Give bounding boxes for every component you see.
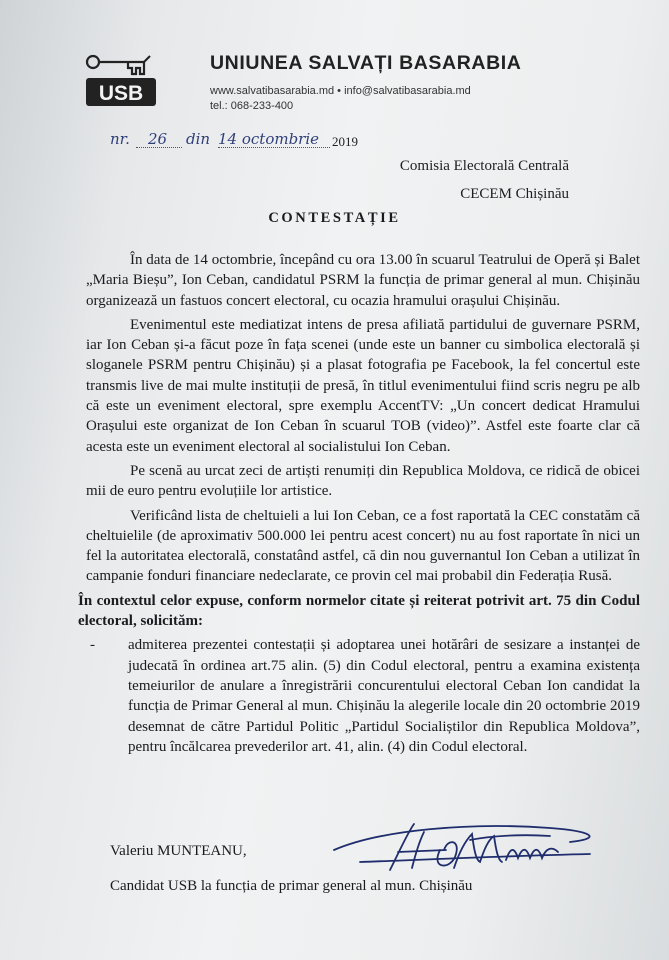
handwritten-signature bbox=[320, 810, 610, 882]
reference-date: 14 octombrie bbox=[218, 130, 320, 148]
request-bullet: - bbox=[90, 637, 95, 654]
contact-phone: tel.: 068-233-400 bbox=[210, 100, 294, 112]
contact-web-email: www.salvatibasarabia.md • info@salvatibasarabia.md bbox=[210, 85, 471, 97]
signatory-role: Candidat USB la funcția de primar general al mun. Chișinău bbox=[110, 878, 473, 894]
key-icon bbox=[87, 56, 150, 74]
dotted-line bbox=[218, 147, 330, 148]
addressee-line-1: Comisia Electorală Centrală bbox=[399, 158, 569, 174]
logo-text: USB bbox=[98, 82, 144, 105]
organization-name: UNIUNEA SALVAȚI BASARABIA bbox=[210, 52, 522, 74]
paragraph: Evenimentul este mediatizat intens de presa afiliată partidului de guvernare PSRM, iar Ion Ceban și-a făcut poze în fața scenei (unde este un banner cu simbolica electorală și sloganele PSRM pentru Chișinău) și a plasat fotografia pe Facebook, la fel concertul este transmis live de mai multe instituții de presă, în titlul evenimentului fiind scris negru pe alb că este un eveniment electoral, spre exemplu AccentTV: „Un concert dedicat Hramului Orașului este organizat de Ion Ceban în scuarul TOB (video)”. Astfel este foarte clar că acesta este un eveniment electoral al socialistului Ion Ceban. bbox=[86, 316, 640, 455]
request-text: admiterea prezentei contestații și adoptarea unei hotărâri de sesizare a instanței de judecată în ordinea art.75 alin. (5) din Codul electoral, pentru a examina existența temeiurilor de anulare a înregistrării concurentului electoral Ceban Ion candidat la funcția de Primar General al mun. Chișinău la alegerile locale din 20 octombrie 2019 desemnat de către Partidul Politic „Partidul Socialiștilor din Republica Moldova”, pentru încălcarea prevederilor art. 41, alin. (4) din Codul electoral. bbox=[128, 637, 640, 755]
conclusion-heading: În contextul celor expuse, conform normelor citate și reiterat potrivit art. 75 din Codul electoral, solicităm: bbox=[78, 592, 640, 630]
reference-din-label: din bbox=[186, 130, 211, 148]
usb-logo bbox=[84, 52, 158, 108]
reference-nr-label: nr. bbox=[110, 130, 130, 148]
paragraph: În data de 14 octombrie, începând cu ora 13.00 în scuarul Teatrului de Operă și Balet „Maria Bieșu”, Ion Ceban, candidatul PSRM la funcția de primar general al mun. Chișinău organizează un fastuos concert electoral, cu ocazia hramului orașului Chișinău. bbox=[86, 252, 640, 309]
document-body bbox=[78, 250, 640, 757]
signatory-name: Valeriu MUNTEANU, bbox=[110, 843, 247, 859]
document-title: CONTESTAȚIE bbox=[268, 210, 401, 226]
paragraph: Verificând lista de cheltuieli a lui Ion Ceban, ce a fost raportată la CEC constatăm că cheltuielile (de aproximativ 500.000 lei pentru acest concert) nu au fost raportate în nici un fel la autoritatea electorală, constatând astfel, că din nou guvernantul Ion Ceban a utilizat în campanie fonduri financiare nedeclarate, ce provin cel mai probabil din Federația Rusă. bbox=[86, 507, 640, 585]
document-reference bbox=[110, 130, 358, 154]
paragraph: Pe scenă au urcat zeci de artiști renumiți din Republica Moldova, ce ridică de obicei mii de euro pentru evoluțiile lor artistice. bbox=[86, 462, 640, 500]
reference-year: 2019 bbox=[332, 134, 358, 149]
dotted-line bbox=[136, 147, 182, 148]
addressee-line-2: CECEM Chișinău bbox=[460, 186, 569, 202]
request-item bbox=[86, 635, 640, 757]
reference-number: 26 bbox=[148, 130, 168, 148]
